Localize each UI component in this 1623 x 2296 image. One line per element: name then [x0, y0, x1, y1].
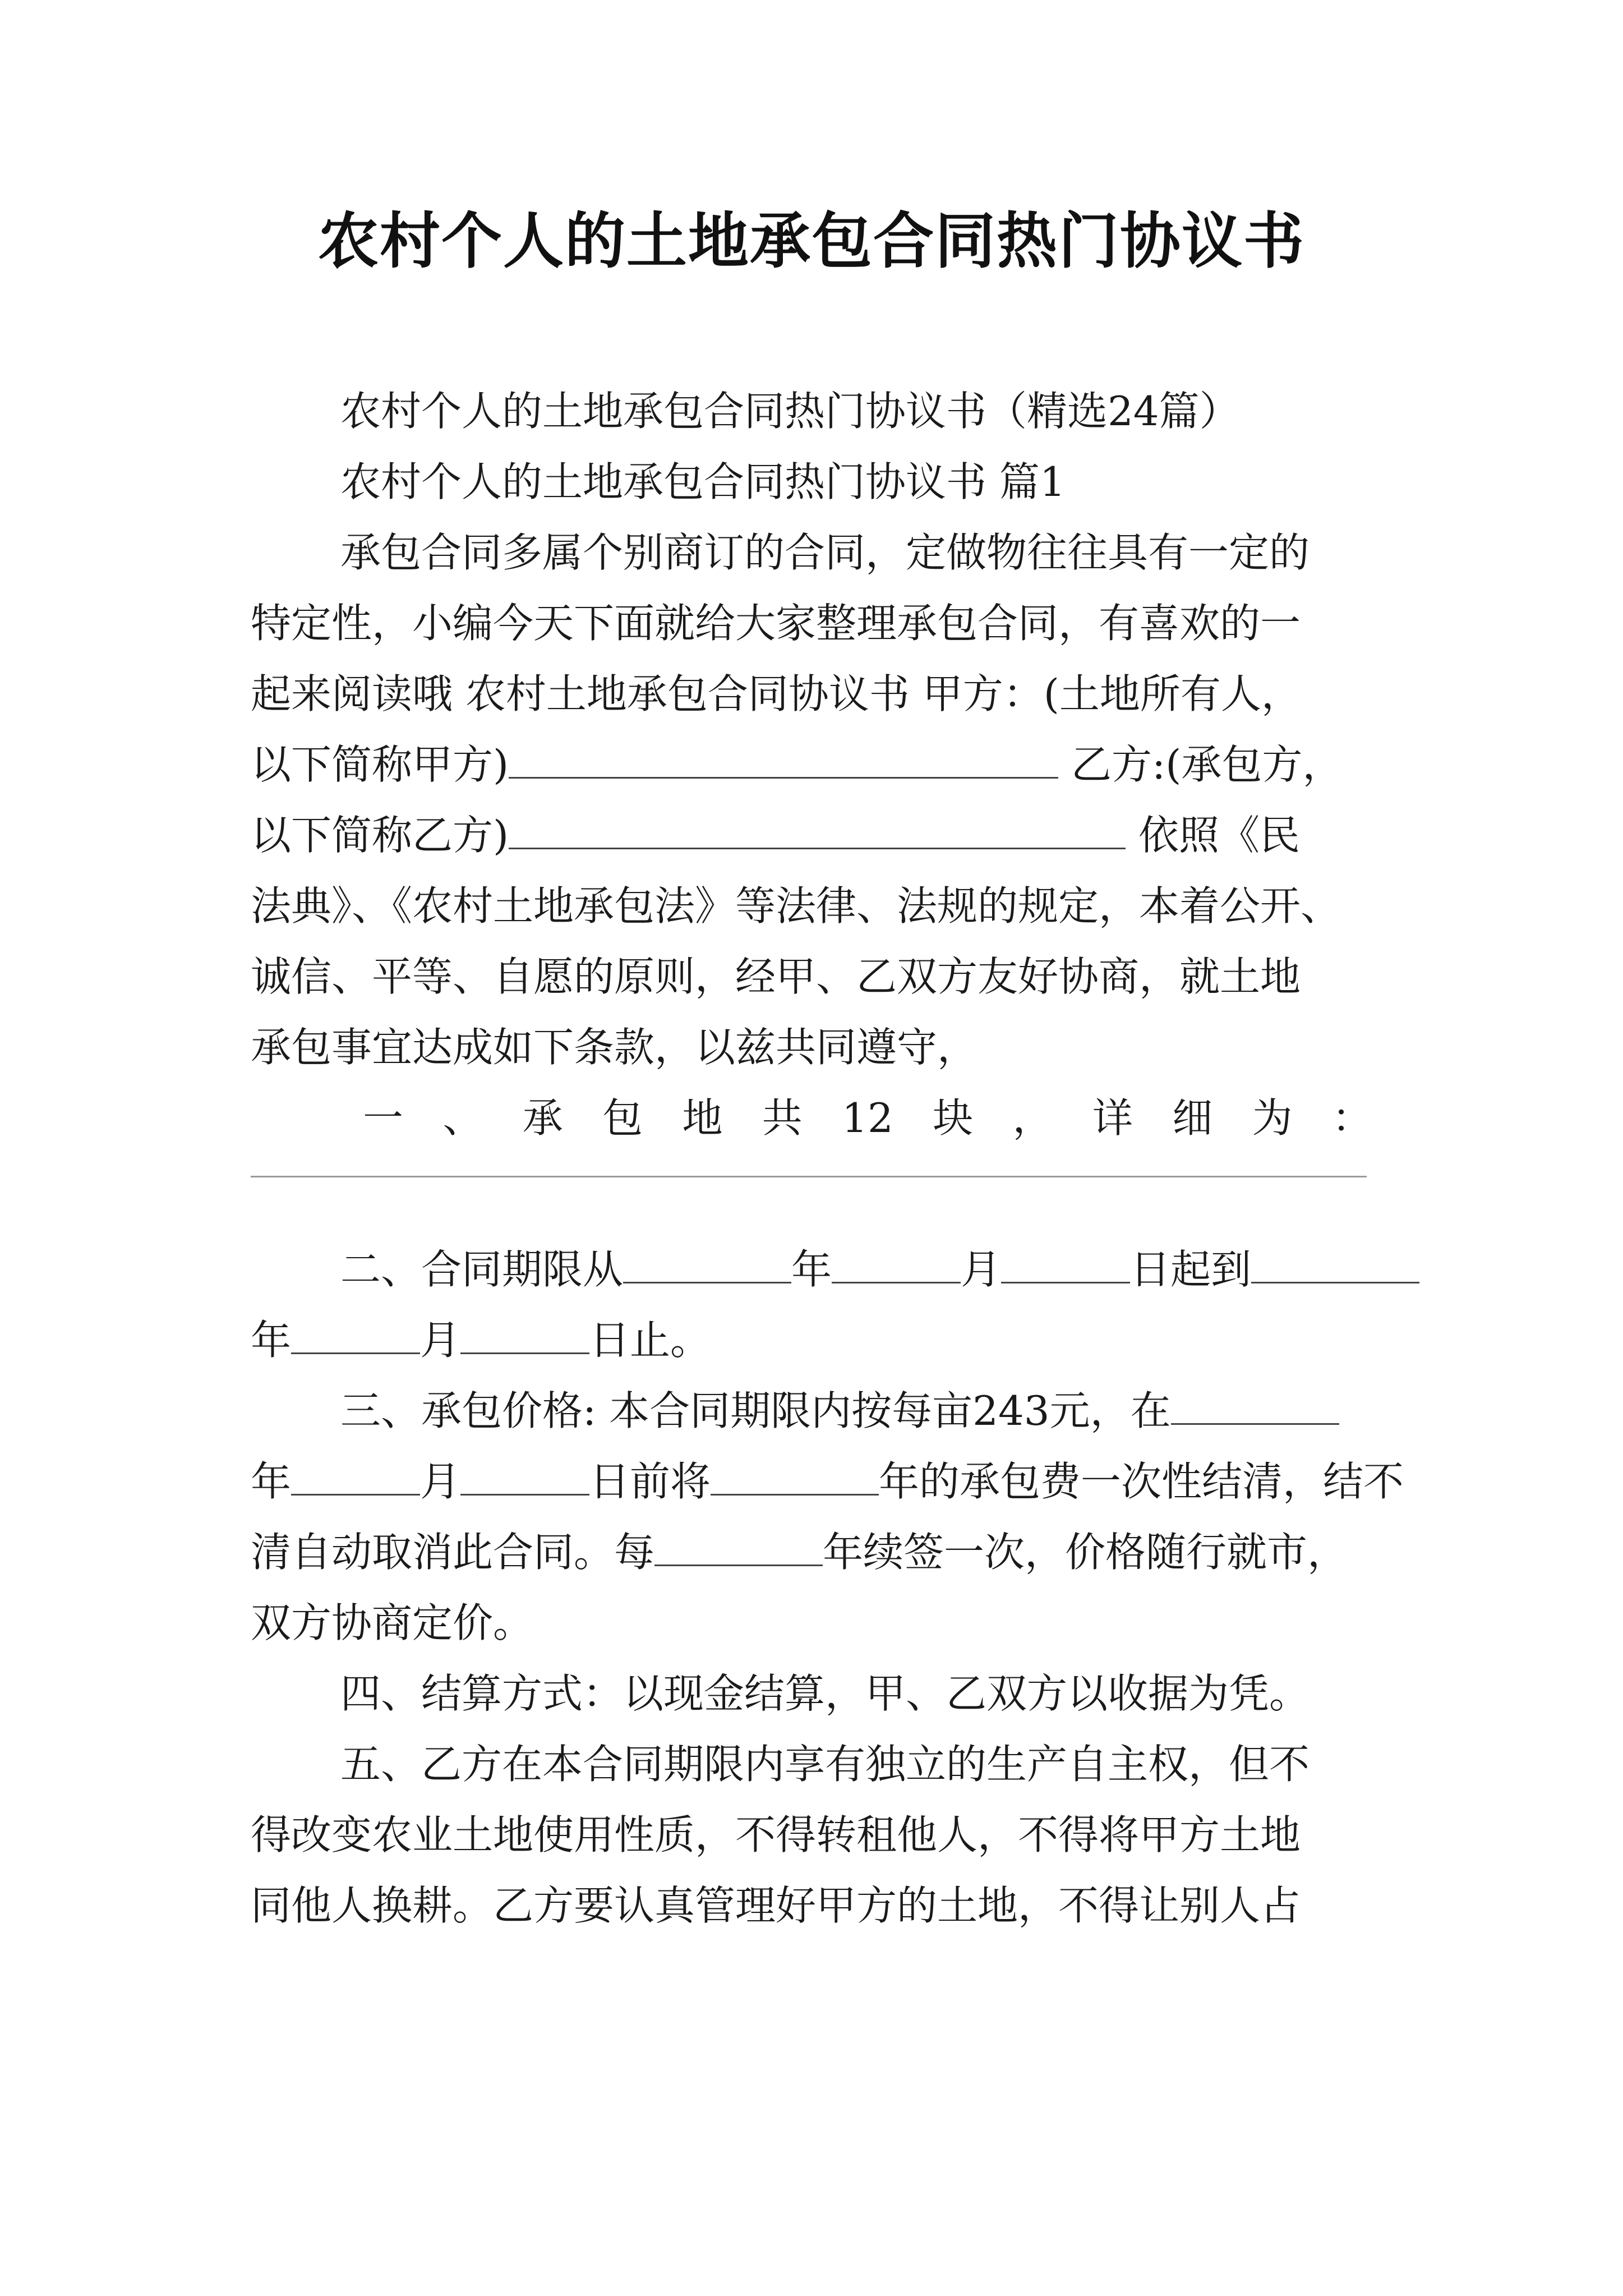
paragraph-line: 同他人换耕。乙方要认真管理好甲方的土地，不得让别人占	[251, 1882, 1301, 1929]
paragraph-line	[251, 1234, 1384, 1305]
end-month-blank	[291, 1309, 420, 1354]
party-b-blank	[509, 804, 1126, 849]
paragraph-line	[251, 729, 1384, 800]
start-month-blank	[832, 1238, 961, 1283]
clause-char: 块	[933, 1094, 974, 1142]
party-a-label: 以下简称甲方)	[251, 741, 509, 788]
clause-text: 二、合同期限从	[340, 1246, 624, 1293]
clause-char: 一	[363, 1094, 404, 1142]
renewal-years-blank	[654, 1521, 823, 1566]
document-subtitle: 农村个人的土地承包合同热门协议书（精选24篇）	[340, 388, 1240, 435]
paragraph-line: 双方协商定价。	[251, 1599, 534, 1646]
clause-text: 日起到	[1130, 1246, 1252, 1293]
plot-count: 12	[842, 1094, 893, 1142]
clause-char: 详	[1092, 1094, 1133, 1142]
clause-text: 月	[420, 1317, 461, 1364]
end-day-blank	[460, 1309, 589, 1354]
fill-in-rule	[251, 1176, 1367, 1177]
paragraph-line: 诚信、平等、自愿的原则，经甲、乙双方友好协商，就土地	[251, 953, 1301, 1000]
clause-char: 地	[682, 1094, 723, 1142]
clause-text: 年的承包费一次性结清，结不	[879, 1458, 1404, 1505]
clause-char: 包	[602, 1094, 643, 1142]
clause-5	[251, 1729, 1384, 1941]
clause-char: 共	[762, 1094, 803, 1142]
clause-text: 日前将	[589, 1458, 711, 1505]
end-year-blank	[1251, 1238, 1419, 1283]
start-year-blank	[623, 1238, 791, 1283]
paragraph-line	[251, 1305, 1384, 1375]
payment-years-blank	[711, 1450, 879, 1496]
payment-day-blank	[460, 1450, 589, 1496]
clause-char: 为	[1252, 1094, 1293, 1142]
paragraph-line	[251, 1446, 1404, 1517]
paragraph-line: 得改变农业土地使用性质，不得转租他人，不得将甲方土地	[251, 1811, 1301, 1858]
clause-text: 年	[791, 1246, 832, 1293]
document-title: 农村个人的土地承包合同热门协议书	[317, 206, 1305, 277]
intro-paragraph	[251, 517, 1384, 1083]
clause-2	[251, 1234, 1384, 1375]
document-body	[251, 376, 1404, 1941]
clause-text: 年	[251, 1458, 292, 1505]
payment-year-blank	[1171, 1379, 1339, 1425]
clause-char: ：	[1331, 1094, 1372, 1142]
start-day-blank	[1001, 1238, 1130, 1283]
paragraph-line: 五、乙方在本合同期限内享有独立的生产自主权，但不	[340, 1741, 1310, 1788]
clause-4: 四、结算方式：以现金结算，甲、乙双方以收据为凭。	[340, 1670, 1310, 1717]
clause-char: ，	[1012, 1094, 1053, 1142]
clause-1-line	[251, 1083, 1384, 1153]
paragraph-line: 特定性，小编今天下面就给大家整理承包合同，有喜欢的一	[251, 600, 1301, 647]
payment-month-blank	[291, 1450, 420, 1496]
paragraph-line: 起来阅读哦 农村土地承包合同协议书 甲方：(土地所有人，	[251, 670, 1302, 717]
clause-text: 年	[251, 1317, 292, 1364]
party-b-intro: 乙方:(承包方，	[1058, 741, 1343, 788]
clause-text: 日止。	[589, 1317, 711, 1364]
clause-1-detail-blank	[251, 1153, 1384, 1224]
clause-3	[251, 1375, 1404, 1658]
paragraph-line: 承包事宜达成如下条款，以兹共同遵守，	[251, 1024, 978, 1071]
paragraph-line	[251, 1517, 1384, 1588]
section-heading: 农村个人的土地承包合同热门协议书 篇1	[340, 458, 1066, 505]
paragraph-line: 承包合同多属个别商订的合同，定做物往往具有一定的	[340, 529, 1310, 576]
clause-text: 年续签一次，价格随行就市，	[823, 1529, 1348, 1576]
clause-text: 三、承包价格: 本合同期限内按每亩243元，在	[340, 1387, 1171, 1434]
clause-char: 、	[442, 1094, 483, 1142]
paragraph-line	[251, 1375, 1384, 1446]
party-a-blank	[509, 733, 1058, 779]
clause-text: 月	[420, 1458, 461, 1505]
paragraph-line: 法典》、《农村土地承包法》等法律、法规的规定，本着公开、	[251, 882, 1341, 930]
clause-text: 清自动取消此合同。每	[251, 1529, 655, 1576]
paragraph-text: 依照《民	[1126, 812, 1300, 859]
paragraph-line	[251, 800, 1384, 871]
clause-char: 承	[522, 1094, 563, 1142]
clause-char: 细	[1172, 1094, 1213, 1142]
party-b-label: 以下简称乙方)	[251, 812, 509, 859]
clause-text: 月	[961, 1246, 1002, 1293]
